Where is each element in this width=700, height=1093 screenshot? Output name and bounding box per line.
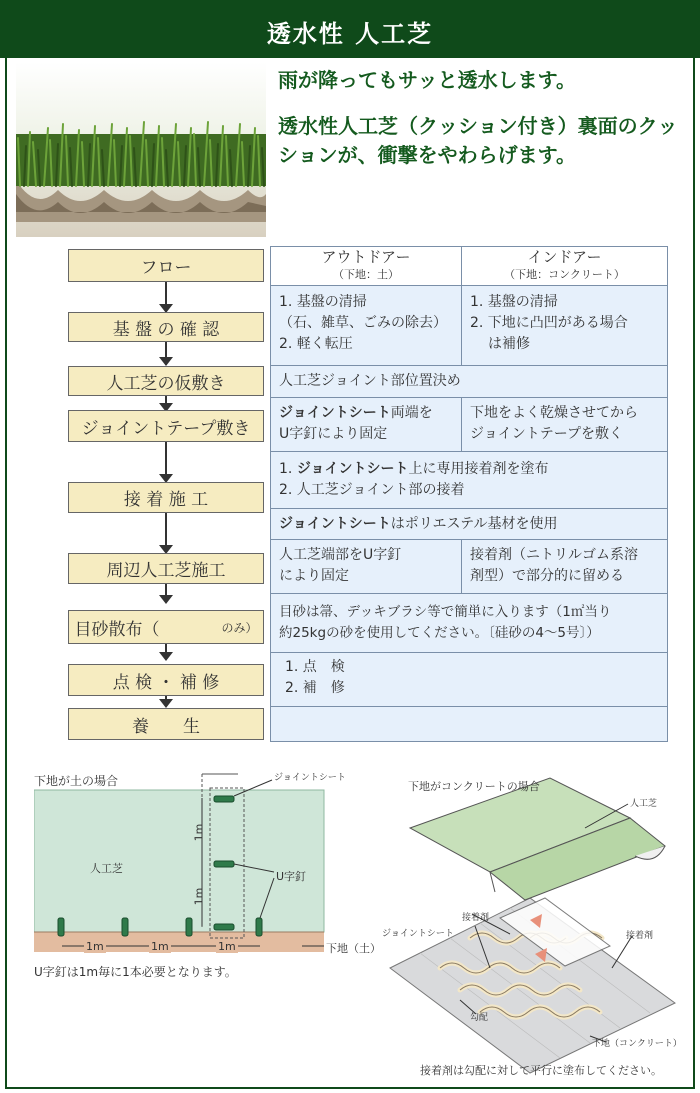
- page-header: [0, 0, 700, 58]
- soil-ground-label: 下地（土）: [326, 942, 381, 955]
- flow-step-cure: 養 生: [68, 708, 264, 740]
- joint-indoor-cell: 下地をよく乾燥させてから ジョイントテープを敷く: [461, 397, 668, 452]
- soil-meter-label-h3: 1m: [218, 940, 236, 953]
- sand-cell: 目砂は箒、デッキブラシ等で簡単に入ります（1㎡当り 約25kgの砂を使用してください。〔硅砂の4〜5号〕）: [270, 593, 668, 653]
- outdoor-header: アウトドアー （下地：土）: [270, 246, 462, 286]
- flow-step-joint-tape: ジョイントテープ敷き: [68, 410, 264, 442]
- intro-headline: 雨が降ってもサッと透水します。: [278, 68, 576, 92]
- cure-cell: [270, 706, 668, 742]
- inspect-cell: 1. 点 検 2. 補 修: [270, 652, 668, 707]
- soil-diagram: [34, 768, 381, 983]
- flow-step-edge: 周辺人工芝施工: [68, 553, 264, 584]
- concrete-joint-sheet-label: ジョイントシート: [382, 929, 454, 939]
- flow-step-base-check: 基 盤 の 確 認: [68, 312, 264, 342]
- concrete-ground-label: 下地（コンクリート）: [592, 1039, 682, 1049]
- soil-meter-label-h2: 1m: [151, 940, 169, 953]
- concrete-adhesive-label-1: 接着剤: [462, 913, 490, 923]
- soil-u-nail-label: U字釘: [276, 870, 307, 883]
- flow-arrow-icon: [159, 699, 173, 708]
- joint-outdoor-cell: ジョイントシート両端を U字釘により固定: [270, 397, 462, 452]
- concrete-diagram: [380, 768, 685, 1078]
- concrete-turf-label: 人工芝: [630, 799, 658, 809]
- soil-meter-label-vertical-1: 1m: [192, 823, 206, 842]
- flow-header-box: フロー: [68, 249, 264, 282]
- concrete-adhesive-label-2: 接着剤: [626, 931, 654, 941]
- intro-text: [278, 66, 688, 170]
- soil-diagram-title: 下地が土の場合: [34, 774, 119, 788]
- temp-lay-cell: 人工芝ジョイント部位置決め: [270, 365, 668, 398]
- edge-outdoor-cell: 人工芝端部をU字釘 により固定: [270, 539, 462, 594]
- indoor-header: インドアー （下地：コンクリート）: [461, 246, 668, 286]
- concrete-caption: 接着剤は勾配に対して平行に塗布してください。: [420, 1064, 662, 1077]
- soil-turf-label: 人工芝: [90, 862, 123, 875]
- soil-meter-label-vertical-2: 1m: [192, 887, 206, 906]
- soil-caption: U字釘は1m毎に1本必要となります。: [34, 965, 237, 979]
- concrete-slope-label: 勾配: [470, 1013, 489, 1023]
- soil-joint-sheet-label: ジョイントシート: [274, 773, 346, 783]
- concrete-diagram-graphic: [380, 768, 685, 1078]
- soil-meter-label-h1: 1m: [86, 940, 104, 953]
- flow-step-inspect: 点 検 ・ 補 修: [68, 664, 264, 696]
- intro-description: 透水性人工芝（クッション付き）裏面のクッションが、衝撃をやわらげます。: [278, 114, 678, 167]
- concrete-diagram-title: 下地がコンクリートの場合: [408, 780, 540, 793]
- page-title: 透水性 人工芝: [266, 20, 434, 48]
- flow-arrow-icon: [159, 357, 173, 366]
- installation-flow-table: [64, 244, 668, 742]
- adhesive-cell: 1. ジョイントシート上に専用接着剤を塗布 2. 人工芝ジョイント部の接着: [270, 451, 668, 509]
- adhesive-note-cell: ジョイントシートはポリエステル基材を使用: [270, 508, 668, 540]
- turf-photo: [16, 62, 266, 237]
- flow-arrow-icon: [159, 595, 173, 604]
- base-indoor-cell: 1. 基盤の清掃 2. 下地に凸凹がある場合 は補修: [461, 285, 668, 366]
- flow-arrow-icon: [159, 652, 173, 661]
- base-outdoor-cell: 1. 基盤の清掃 （石、雑草、ごみの除去） 2. 軽く転圧: [270, 285, 462, 366]
- edge-indoor-cell: 接着剤（ニトリルゴム系溶 剤型）で部分的に留める: [461, 539, 668, 594]
- flow-step-sand: 目砂散布（ のみ）: [68, 610, 264, 644]
- flow-step-adhesive: 接 着 施 工: [68, 482, 264, 513]
- flow-step-temp-lay: 人工芝の仮敷き: [68, 366, 264, 396]
